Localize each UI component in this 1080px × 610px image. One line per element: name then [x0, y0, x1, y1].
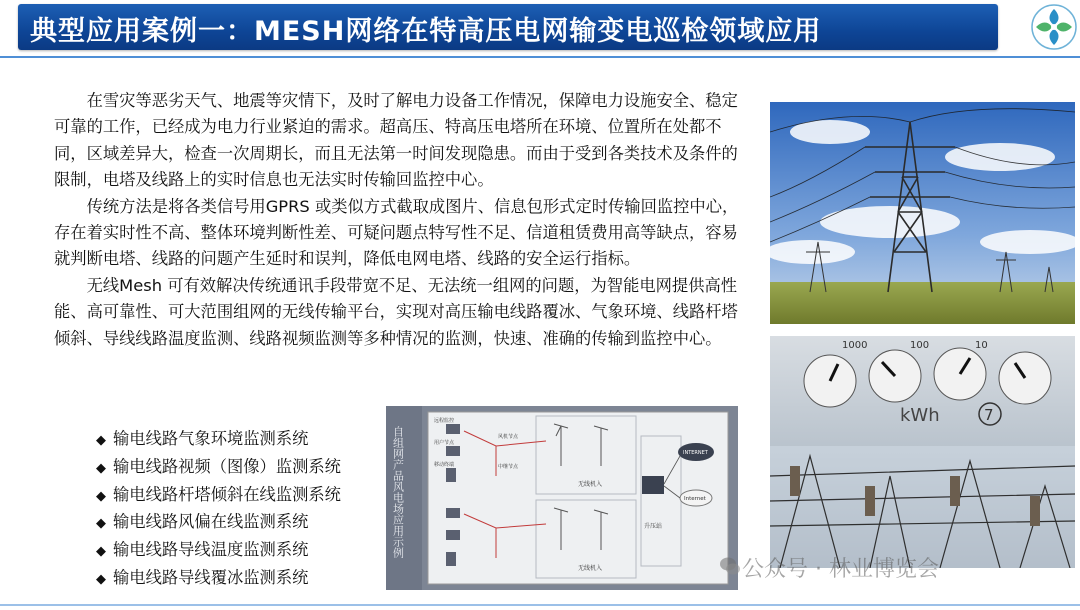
list-item: ◆ 输电线路气象环境监测系统 — [96, 426, 341, 454]
meter-dial-label: 1000 — [842, 340, 868, 351]
wind-farm-mesh-diagram — [386, 406, 738, 590]
diagram-label: 升压站 — [644, 523, 663, 530]
meter-unit: kWh — [900, 405, 940, 426]
watermark: 公众号 · 林业博览会 — [742, 557, 939, 582]
diamond-bullet-icon: ◆ — [96, 571, 106, 587]
list-item: ◆ 输电线路导线覆冰监测系统 — [96, 565, 341, 593]
diagram-label: INTERNET — [683, 450, 708, 456]
meter-dial-label: 10 — [975, 340, 988, 351]
paragraph-2: 传统方法是将各类信号用GPRS 或类似方式截取成图片、信息包形式定时传输回监控中心，存在着实时性不高、整体环境判断性差、可疑问题点特写性不足、信道租赁费用高等缺点，容易就判断电塔、线路的问题产生延时和误判，降低电网电塔、线路的安全运行指标。 — [54, 196, 739, 269]
body-text — [54, 88, 754, 352]
list-item: ◆ 输电线路风偏在线监测系统 — [96, 509, 341, 537]
diagram-node-label: 风机节点 — [498, 434, 519, 440]
list-item: ◆ 输电线路视频（图像）监测系统 — [96, 454, 341, 482]
diamond-bullet-icon: ◆ — [96, 488, 106, 504]
paragraph-3: 无线Mesh 可有效解决传统通讯手段带宽不足、无法统一组网的问题，为智能电网提供高性能、高可靠性、可大范围组网的无线传输平台，实现对高压输电线路覆冰、气象环境、线路杆塔倾斜、导线线路温度监测、线路视频监测等多种情况的监测，快速、准确的传输到监控中心。 — [54, 275, 738, 348]
monitoring-system-list — [96, 426, 341, 593]
page-title: 典型应用案例一：MESH网络在特高压电网输变电巡检领域应用 — [30, 16, 822, 47]
title-bar — [18, 4, 998, 50]
diamond-bullet-icon: ◆ — [96, 460, 106, 476]
electric-meter-photo — [770, 336, 1075, 568]
diagram-side-label: 自组网产品风电场应用示例 — [391, 426, 405, 558]
meter-digit-badge: 7 — [984, 406, 994, 424]
diagram-node-label: 中继节点 — [498, 464, 519, 470]
diamond-bullet-icon: ◆ — [96, 544, 106, 560]
meter-dial-label: 100 — [910, 340, 930, 351]
wechat-icon — [718, 554, 742, 578]
diagram-node-label: 远程监控 — [434, 418, 455, 424]
diagram-label: Internet — [684, 496, 706, 502]
title-underline — [0, 56, 1080, 58]
diamond-bullet-icon: ◆ — [96, 433, 106, 448]
list-item: ◆ 输电线路导线温度监测系统 — [96, 537, 341, 565]
diagram-label: 无线机入 — [578, 481, 603, 488]
paragraph-1: 在雪灾等恶劣天气、地震等灾情下，及时了解电力设备工作情况，保障电力设施安全、稳定可靠的工作，已经成为电力行业紧迫的需求。超高压、特高压电塔所在环境、位置所在处都不同，区域差异大，检查一次周期长，而且无法第一时间发现隐患。而由于受到各类技术及条件的限制，电塔及线路上的实时信息也无法实时传输回监控中心。 — [54, 91, 738, 190]
diagram-node-label: 移动终端 — [434, 462, 455, 468]
bottom-divider — [0, 604, 1080, 606]
diagram-node-label: 用户节点 — [434, 440, 455, 446]
list-item: ◆ 输电线路杆塔倾斜在线监测系统 — [96, 482, 341, 510]
diagram-label: 无线机入 — [578, 565, 603, 572]
logo-flower-icon — [1030, 3, 1078, 51]
diamond-bullet-icon: ◆ — [96, 516, 106, 532]
transmission-tower-photo — [770, 102, 1075, 324]
